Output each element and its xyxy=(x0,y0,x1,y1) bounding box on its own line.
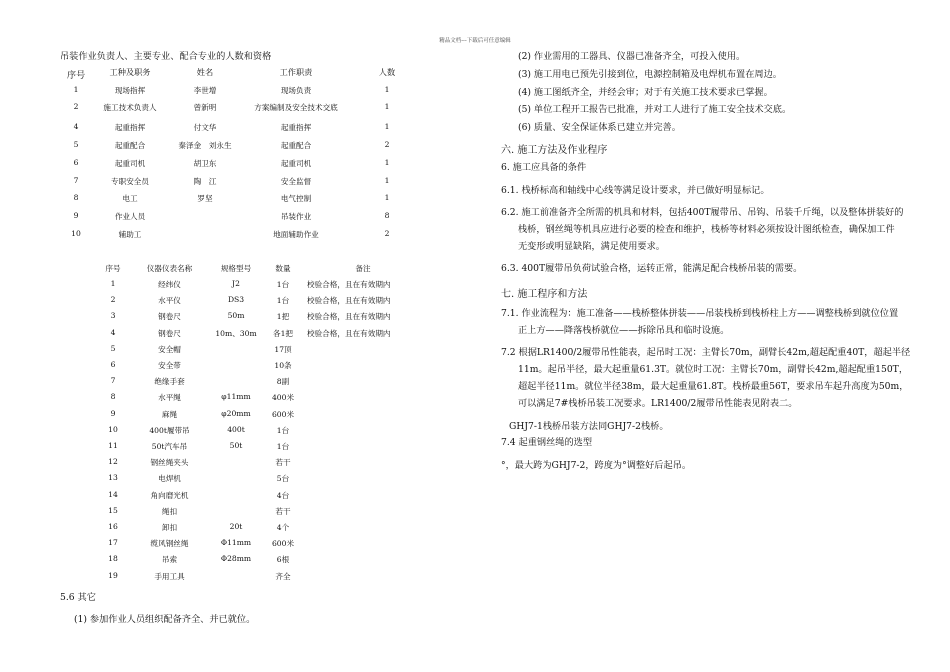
right-item-6: (6) 质量、安全保证体系已建立并完善。 xyxy=(518,122,681,133)
para-7-2-line2: 11m。起吊半径，最大起重量61.3T。就位时工况：主臂长70m，副臂长42m,超起配重150T， xyxy=(518,364,909,375)
equipment-cell-index: 18 xyxy=(108,554,118,564)
equip-col-index-header: 序号 xyxy=(105,264,121,273)
personnel-cell-role: 起重指挥 xyxy=(114,123,146,132)
equipment-cell-name: 卸扣 xyxy=(161,523,178,532)
personnel-cell-duty: 方案编制及安全技术交底 xyxy=(254,103,338,112)
equipment-cell-index: 6 xyxy=(110,360,116,369)
right-item-4: (4) 施工图纸齐全，并经会审；对于有关施工技术要求已掌握。 xyxy=(518,87,773,98)
personnel-cell-index: 10 xyxy=(71,229,81,238)
equipment-cell-spec: J2 xyxy=(232,279,240,288)
section-7-title: 七. 施工程序和方法 xyxy=(501,289,588,300)
para-6-3: 6.3. 400T履带吊负荷试验合格，运转正常，能满足配合栈桥吊装的需要。 xyxy=(501,263,803,274)
para-6-2-line3: 无变形或明显缺陷，满足使用要求。 xyxy=(518,241,665,252)
equipment-cell-index: 11 xyxy=(108,441,118,450)
personnel-cell-name: 胡卫东 xyxy=(193,159,217,168)
equipment-cell-index: 14 xyxy=(108,489,118,499)
personnel-cell-role: 起重配合 xyxy=(114,141,146,150)
personnel-cell-index: 8 xyxy=(73,193,79,202)
personnel-cell-name: 李世增 xyxy=(193,86,217,95)
equipment-cell-spec: 50t xyxy=(229,441,243,450)
para-7-2-line3: 超起半径11m。就位半径38m，最大起重量61.8T。栈桥最重56T，要求吊车起升高度为50m， xyxy=(518,381,909,392)
equip-col-note-header: 备注 xyxy=(355,264,371,273)
personnel-cell-index: 1 xyxy=(73,85,79,94)
personnel-cell-name: 秦泽金 刘永生 xyxy=(178,141,232,150)
left-item-1: (1) 参加作业人员组织配备齐全、并已就位。 xyxy=(74,614,256,625)
personnel-cell-role: 专职安全员 xyxy=(111,177,149,186)
equipment-cell-spec: DS3 xyxy=(227,295,245,305)
equipment-cell-name: 钢丝绳夹头 xyxy=(150,458,189,468)
equipment-cell-index: 7 xyxy=(110,376,116,386)
personnel-cell-duty: 安全监督 xyxy=(280,177,312,186)
section-6-title: 六. 施工方法及作业程序 xyxy=(501,145,608,156)
header-note: 精品文档---下载后可任意编辑 xyxy=(439,38,511,44)
para-6-2-line1: 6.2. 施工前准备齐全所需的机具和材料，包括400T履带吊、吊钩、吊装千斤绳，以及整体拼装好的 xyxy=(501,207,904,218)
equipment-cell-name: 400t履带吊 xyxy=(149,425,190,435)
equipment-cell-name: 手用工具 xyxy=(154,571,185,581)
col-header-name: 姓名 xyxy=(196,67,214,77)
equipment-cell-index: 8 xyxy=(110,392,116,402)
equipment-cell-qty: 4个 xyxy=(276,523,290,532)
personnel-cell-count: 2 xyxy=(384,229,390,238)
equipment-cell-qty: 4台 xyxy=(276,490,290,500)
equipment-cell-spec: φ20mm xyxy=(221,408,251,418)
equipment-cell-index: 16 xyxy=(108,522,118,531)
para-ghj: GHJ7-1栈桥吊装方法同GHJ7-2栈桥。 xyxy=(509,421,669,432)
personnel-cell-name: 陶 江 xyxy=(193,177,217,186)
equipment-cell-qty: 5台 xyxy=(276,474,290,484)
personnel-cell-role: 辅助工 xyxy=(118,230,142,239)
personnel-cell-duty: 吊装作业 xyxy=(280,212,312,221)
personnel-cell-name: 付文华 xyxy=(193,123,217,132)
para-last: °，最大跨为GHJ7-2，跨度为°调整好后起吊。 xyxy=(501,460,692,471)
equipment-cell-spec: 50m xyxy=(227,311,245,321)
equipment-cell-note: 校验合格，且在有效期内 xyxy=(307,296,391,306)
equip-col-spec-header: 规格型号 xyxy=(220,264,252,273)
personnel-cell-index: 5 xyxy=(73,140,79,149)
para-6-1: 6.1. 栈桥标高和轴线中心线等满足设计要求，并已做好明显标记。 xyxy=(501,185,770,196)
equipment-cell-index: 13 xyxy=(108,473,118,483)
col-header-index: 序号 xyxy=(66,70,86,81)
col-header-duty: 工作职责 xyxy=(279,67,313,77)
right-item-2: (2) 作业需用的工器具、仪器已准备齐全，可投入使用。 xyxy=(518,51,746,62)
personnel-cell-count: 8 xyxy=(384,211,390,220)
col-header-role: 工种及职务 xyxy=(109,67,151,77)
equipment-cell-qty: 600米 xyxy=(271,409,295,419)
personnel-section-title: 吊装作业负责人、主要专业、配合专业的人数和资格 xyxy=(60,51,272,62)
equipment-cell-qty: 1台 xyxy=(276,425,290,435)
equipment-cell-name: 绝缘手套 xyxy=(154,377,185,387)
equipment-cell-name: 缆风钢丝绳 xyxy=(150,539,189,549)
equipment-cell-qty: 1台 xyxy=(276,296,290,306)
personnel-cell-role: 现场指挥 xyxy=(114,86,146,95)
equipment-cell-index: 3 xyxy=(110,311,116,321)
equipment-cell-name: 50t汽车吊 xyxy=(151,442,188,451)
equipment-cell-qty: 1把 xyxy=(276,312,290,322)
personnel-cell-name: 曾新明 xyxy=(193,103,217,112)
equipment-cell-index: 4 xyxy=(110,327,116,337)
equip-col-name-header: 仪器仪表名称 xyxy=(146,264,193,273)
equipment-cell-name: 吊索 xyxy=(161,555,178,565)
personnel-cell-duty: 电气控制 xyxy=(280,194,312,203)
equipment-cell-name: 经纬仪 xyxy=(158,280,181,289)
personnel-cell-name: 罗坚 xyxy=(197,194,213,203)
personnel-cell-role: 施工技术负责人 xyxy=(103,103,157,112)
personnel-cell-index: 7 xyxy=(73,176,79,185)
section-6-subtitle: 6. 施工应具备的条件 xyxy=(501,162,587,173)
equipment-cell-index: 2 xyxy=(110,295,116,305)
equipment-cell-name: 水平仪 xyxy=(158,296,181,306)
equipment-cell-index: 5 xyxy=(110,343,116,353)
equipment-cell-name: 电焊机 xyxy=(158,474,181,484)
equipment-cell-index: 15 xyxy=(108,505,118,515)
personnel-cell-count: 1 xyxy=(384,193,390,202)
personnel-cell-duty: 起重司机 xyxy=(280,159,312,168)
equipment-cell-spec: φ11mm xyxy=(221,392,251,402)
equipment-cell-index: 1 xyxy=(110,279,116,288)
equipment-cell-name: 水平绳 xyxy=(158,393,181,403)
equipment-cell-index: 9 xyxy=(110,408,116,418)
equipment-cell-name: 安全帽 xyxy=(158,344,181,354)
equipment-cell-index: 10 xyxy=(108,424,118,434)
equipment-cell-index: 19 xyxy=(108,570,118,580)
equipment-cell-note: 校验合格，且在有效期内 xyxy=(307,328,391,338)
equipment-cell-spec: Φ11mm xyxy=(220,538,252,548)
equip-col-qty-header: 数量 xyxy=(275,264,291,273)
right-item-5: (5) 单位工程开工报告已批准，并对工人进行了施工安全技术交底。 xyxy=(518,104,792,115)
equipment-cell-qty: 若干 xyxy=(275,458,291,468)
equipment-cell-name: 安全带 xyxy=(158,361,181,370)
para-7-2-line1: 7.2 根据LR1400/2履带吊性能表，起吊时工况：主臂长70m，副臂长42m,超起配重40T，超起半径 xyxy=(501,347,911,358)
equipment-cell-qty: 1台 xyxy=(276,442,290,451)
equipment-cell-spec: Φ28mm xyxy=(220,554,252,564)
sub-heading-5-6: 5.6 其它 xyxy=(60,592,96,603)
equipment-cell-spec: 20t xyxy=(229,522,243,531)
personnel-cell-role: 起重司机 xyxy=(114,159,146,168)
personnel-cell-duty: 起重指挥 xyxy=(280,123,312,132)
para-7-2-line4: 可以满足7#栈桥吊装工况要求。LR1400/2履带吊性能表见附表二。 xyxy=(518,398,798,409)
equipment-cell-index: 12 xyxy=(108,457,118,467)
personnel-cell-index: 2 xyxy=(73,102,79,111)
equipment-cell-qty: 400米 xyxy=(271,393,295,403)
para-7-1-line2: 正上方——降落栈桥就位——拆除吊具和临时设施。 xyxy=(518,325,730,336)
equipment-cell-note: 校验合格，且在有效期内 xyxy=(307,312,391,322)
equipment-cell-qty: 6根 xyxy=(276,555,290,565)
personnel-cell-count: 1 xyxy=(384,102,390,111)
equipment-cell-qty: 10条 xyxy=(274,361,292,370)
personnel-cell-duty: 起重配合 xyxy=(280,141,312,150)
equipment-cell-qty: 若干 xyxy=(275,506,291,516)
equipment-cell-qty: 17顶 xyxy=(274,344,292,354)
equipment-cell-spec: 400t xyxy=(227,424,245,434)
right-item-3: (3) 施工用电已预先引接到位，电源控制箱及电焊机布置在周边。 xyxy=(518,69,782,80)
equipment-cell-name: 麻绳 xyxy=(161,409,178,419)
personnel-cell-index: 9 xyxy=(73,211,79,220)
personnel-cell-duty: 地面辅助作业 xyxy=(273,230,319,239)
equipment-cell-qty: 600米 xyxy=(271,539,295,549)
personnel-cell-count: 1 xyxy=(384,122,390,131)
personnel-cell-role: 作业人员 xyxy=(114,212,146,221)
personnel-cell-index: 6 xyxy=(73,158,79,167)
equipment-cell-qty: 齐全 xyxy=(275,571,291,581)
personnel-cell-count: 1 xyxy=(384,158,390,167)
equipment-cell-name: 角向磨光机 xyxy=(150,490,189,500)
equipment-cell-name: 绳扣 xyxy=(161,506,178,516)
equipment-cell-qty: 各1把 xyxy=(272,328,294,338)
personnel-cell-count: 1 xyxy=(384,85,390,94)
personnel-cell-count: 2 xyxy=(384,140,390,149)
equipment-cell-name: 钢卷尺 xyxy=(158,328,181,338)
equipment-cell-qty: 1台 xyxy=(276,280,290,289)
col-header-count: 人数 xyxy=(378,67,396,77)
equipment-cell-name: 钢卷尺 xyxy=(158,312,181,322)
personnel-cell-index: 4 xyxy=(73,122,79,131)
personnel-cell-role: 电工 xyxy=(122,194,138,203)
personnel-cell-duty: 现场负责 xyxy=(280,86,312,95)
para-7-4: 7.4 起重钢丝绳的选型 xyxy=(501,437,593,448)
equipment-cell-index: 17 xyxy=(108,538,118,548)
equipment-cell-spec: 10m、30m xyxy=(215,328,257,338)
equipment-cell-qty: 8副 xyxy=(276,377,290,387)
para-7-1-line1: 7.1. 作业流程为：施工准备——栈桥整体拼装——吊装栈桥到栈桥柱上方——调整栈桥到就位位置 xyxy=(501,308,899,319)
para-6-2-line2: 栈桥，钢丝绳等机具应进行必要的检查和维护，栈桥等材料必须按设计图纸检查，确保加工件 xyxy=(518,224,895,235)
personnel-cell-count: 1 xyxy=(384,176,390,185)
equipment-cell-note: 校验合格，且在有效期内 xyxy=(307,280,391,289)
